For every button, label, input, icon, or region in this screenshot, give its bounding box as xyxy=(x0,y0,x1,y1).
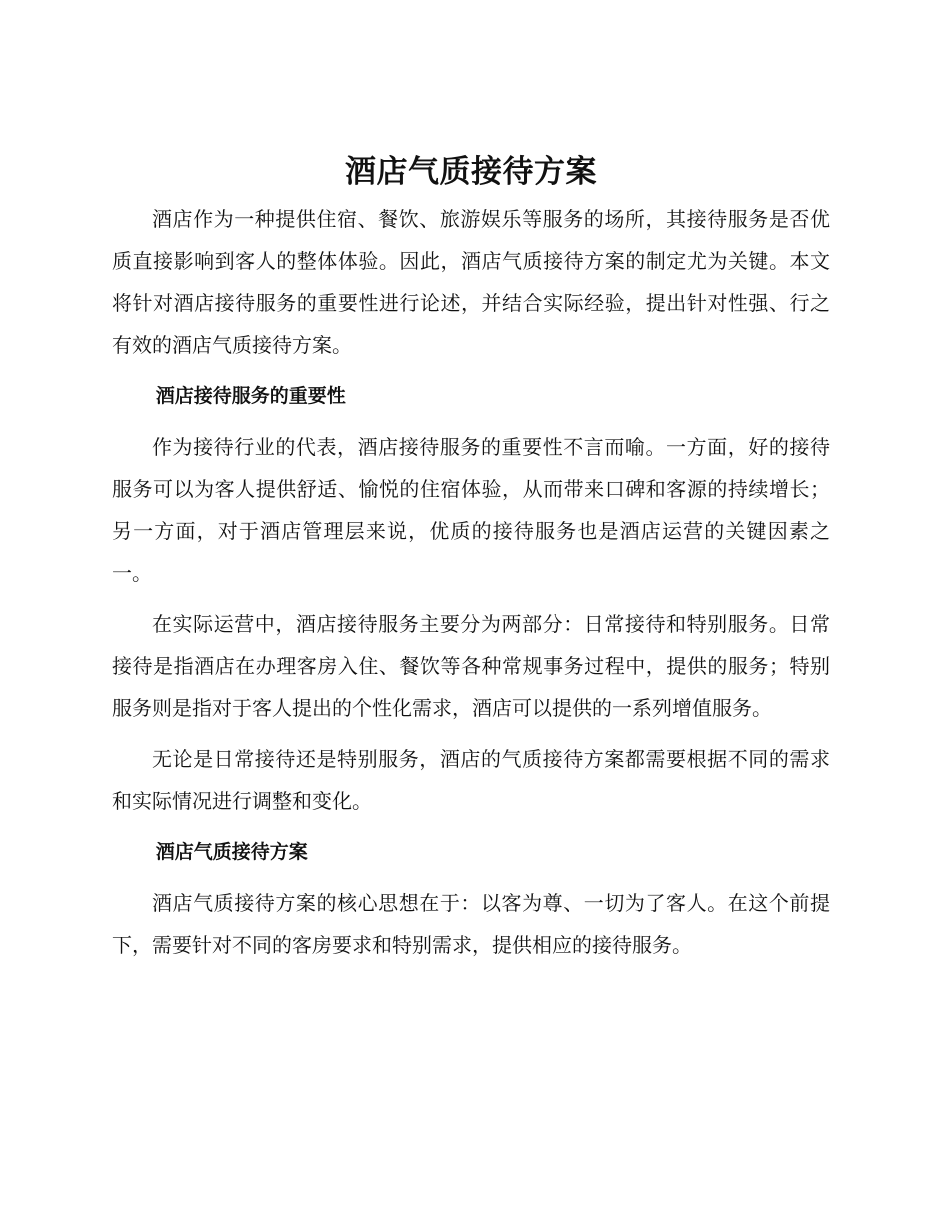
paragraph-service-types: 在实际运营中，酒店接待服务主要分为两部分：日常接待和特别服务。日常接待是指酒店在办理客房入住、餐饮等各种常规事务过程中，提供的服务；特别服务则是指对于客人提出的个性化需求，酒店可以提供的一系列增值服务。 xyxy=(112,612,830,720)
paragraph-core-idea: 酒店气质接待方案的核心思想在于：以客为尊、一切为了客人。在这个前提下，需要针对不同的客房要求和特别需求，提供相应的接待服务。 xyxy=(112,891,830,957)
paragraph-importance: 作为接待行业的代表，酒店接待服务的重要性不言而喻。一方面，好的接待服务可以为客人提供舒适、愉悦的住宿体验，从而带来口碑和客源的持续增长；另一方面，对于酒店管理层来说，优质的接待服务也是酒店运营的关键因素之一。 xyxy=(112,435,830,585)
section-heading-plan: 酒店气质接待方案 xyxy=(155,841,308,863)
document-title: 酒店气质接待方案 xyxy=(345,154,597,190)
paragraph-adjustment: 无论是日常接待还是特别服务，酒店的气质接待方案都需要根据不同的需求和实际情况进行调整和变化。 xyxy=(112,747,830,813)
section-heading-importance: 酒店接待服务的重要性 xyxy=(155,385,346,407)
intro-paragraph: 酒店作为一种提供住宿、餐饮、旅游娱乐等服务的场所，其接待服务是否优质直接影响到客人的整体体验。因此，酒店气质接待方案的制定尤为关键。本文将针对酒店接待服务的重要性进行论述，并结合实际经验，提出针对性强、行之有效的酒店气质接待方案。 xyxy=(112,207,830,357)
document-page xyxy=(112,150,830,975)
